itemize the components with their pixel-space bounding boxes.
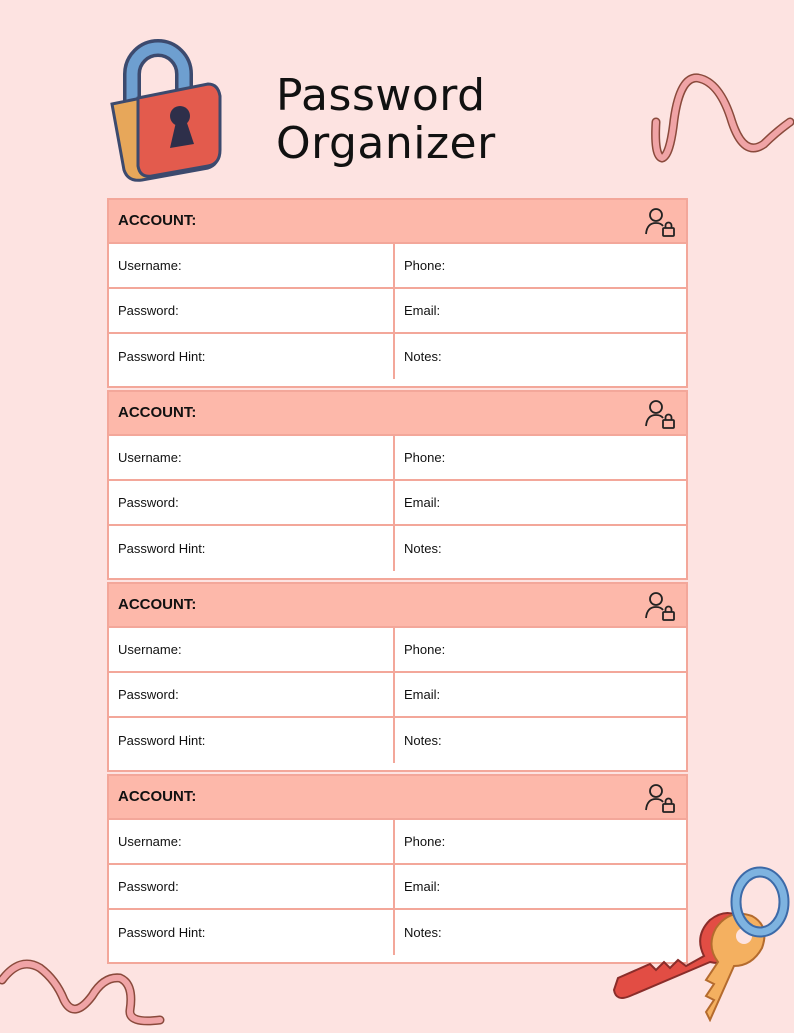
notes-field[interactable]: Notes: <box>404 925 442 940</box>
account-card-4 <box>107 774 688 964</box>
email-field[interactable]: Email: <box>404 879 441 894</box>
notes-field[interactable]: Notes: <box>404 349 442 364</box>
username-field[interactable]: Username: <box>109 436 395 479</box>
username-field[interactable]: Username: <box>109 628 395 671</box>
account-row <box>109 334 686 379</box>
email-field[interactable]: Email: <box>404 687 441 702</box>
password-field[interactable]: Password: <box>109 673 395 716</box>
account-header <box>109 584 686 628</box>
password-hint-field[interactable]: Password Hint: <box>109 526 395 571</box>
account-row <box>109 820 686 865</box>
account-row <box>109 628 686 673</box>
phone-field[interactable]: Phone: <box>404 834 446 849</box>
password-field[interactable]: Password: <box>109 481 395 524</box>
user-lock-icon <box>644 206 676 243</box>
email-field[interactable]: Email: <box>404 495 441 510</box>
account-row <box>109 865 686 910</box>
notes-field[interactable]: Notes: <box>404 541 442 556</box>
user-lock-icon <box>644 398 676 435</box>
password-field[interactable]: Password: <box>109 289 395 332</box>
account-label: ACCOUNT: <box>118 212 197 229</box>
account-row <box>109 481 686 526</box>
username-field[interactable]: Username: <box>109 820 395 863</box>
title-line-2: Organizer <box>276 118 496 169</box>
email-field[interactable]: Email: <box>404 303 441 318</box>
account-header <box>109 392 686 436</box>
page-title <box>276 72 496 168</box>
keys-icon <box>610 862 794 1027</box>
notes-field[interactable]: Notes: <box>404 733 442 748</box>
password-hint-field[interactable]: Password Hint: <box>109 718 395 763</box>
account-card-3 <box>107 582 688 772</box>
phone-field[interactable]: Phone: <box>404 642 446 657</box>
padlock-icon <box>104 38 228 189</box>
account-label: ACCOUNT: <box>118 788 197 805</box>
username-field[interactable]: Username: <box>109 244 395 287</box>
password-hint-field[interactable]: Password Hint: <box>109 910 395 955</box>
title-line-1: Password <box>276 70 486 121</box>
phone-field[interactable]: Phone: <box>404 258 446 273</box>
account-header <box>109 776 686 820</box>
account-row <box>109 244 686 289</box>
account-row <box>109 910 686 955</box>
user-lock-icon <box>644 782 676 819</box>
account-row <box>109 673 686 718</box>
phone-field[interactable]: Phone: <box>404 450 446 465</box>
account-row <box>109 526 686 571</box>
account-label: ACCOUNT: <box>118 404 197 421</box>
account-row <box>109 289 686 334</box>
squiggle-decoration-top <box>640 70 794 175</box>
account-header <box>109 200 686 244</box>
password-field[interactable]: Password: <box>109 865 395 908</box>
user-lock-icon <box>644 590 676 627</box>
account-card-2 <box>107 390 688 580</box>
account-row <box>109 436 686 481</box>
account-card-1 <box>107 198 688 388</box>
account-row <box>109 718 686 763</box>
account-label: ACCOUNT: <box>118 596 197 613</box>
password-hint-field[interactable]: Password Hint: <box>109 334 395 379</box>
